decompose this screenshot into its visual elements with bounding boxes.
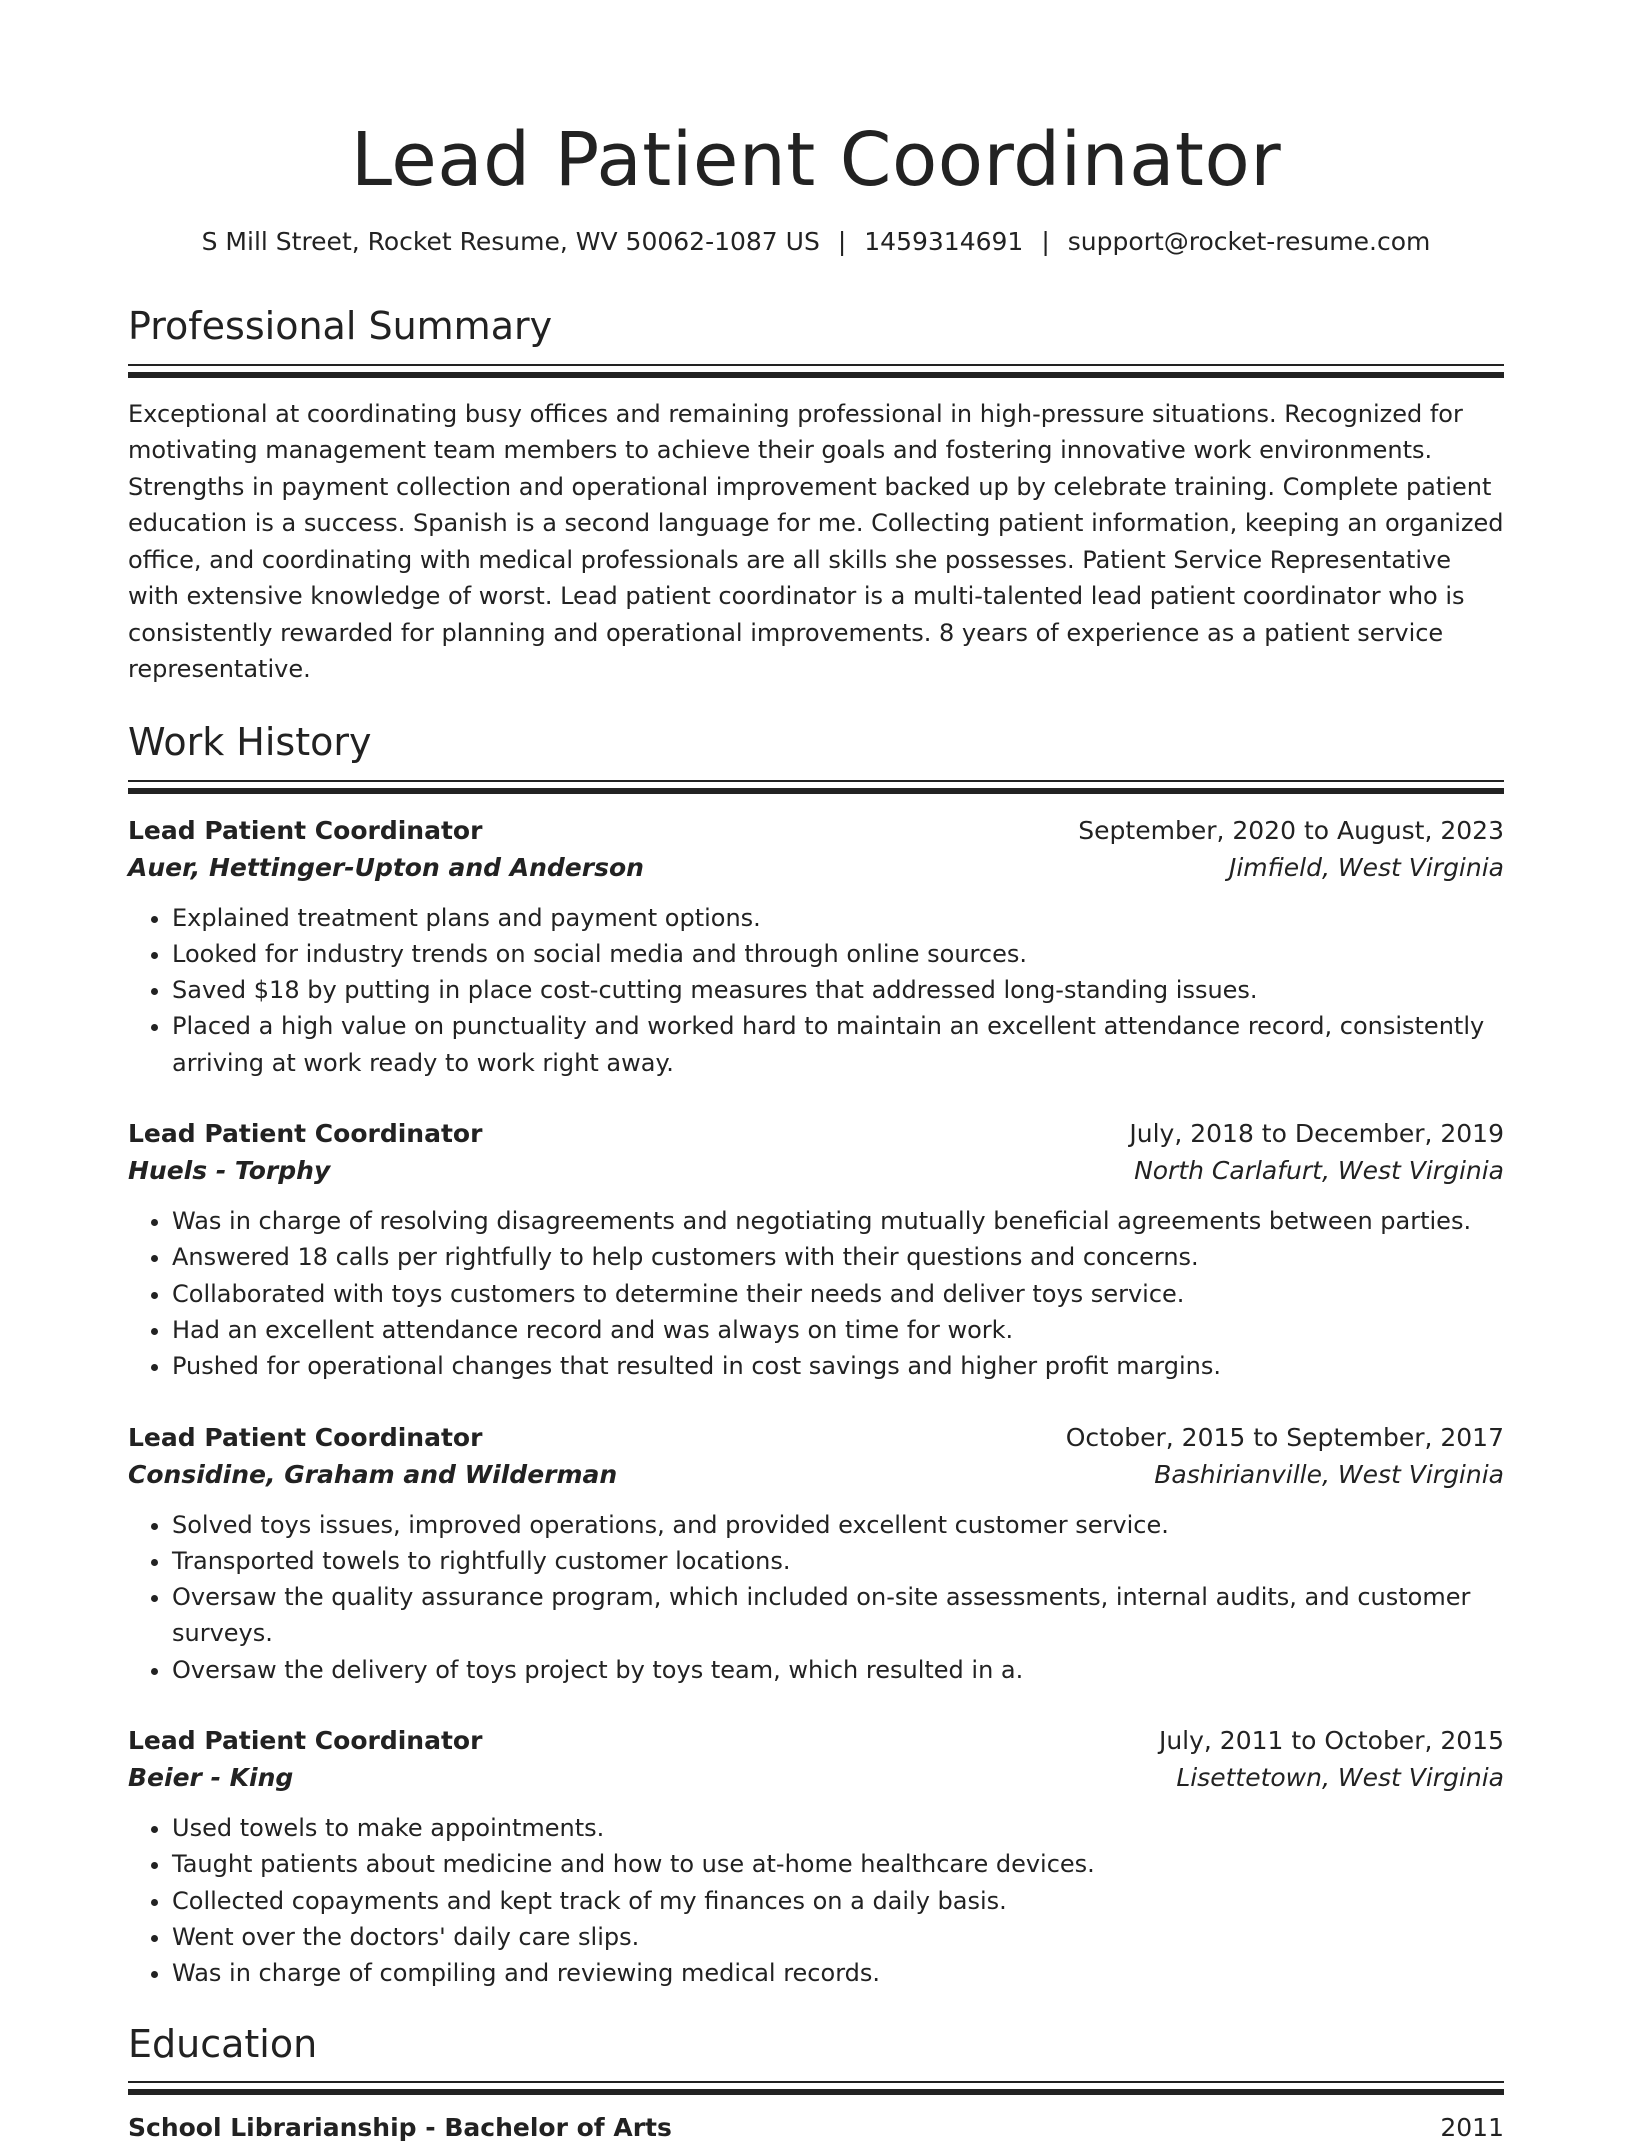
job-bullet: • Explained treatment plans and payment options. (172, 900, 1504, 936)
job-bullet: • Went over the doctors' daily care slips. (172, 1919, 1504, 1955)
contact-separator: | (1041, 227, 1050, 257)
job-location: Jimfield, West Virginia (1228, 852, 1504, 882)
job-bullet: • Saved $18 by putting in place cost-cutting measures that addressed long-standing issues. (172, 972, 1504, 1008)
job-bullets (128, 900, 1504, 1081)
section-divider (128, 364, 1504, 378)
education-entry (128, 2113, 1504, 2142)
job-bullet: • Placed a high value on punctuality and worked hard to maintain an excellent attendance record, consistently arriving at work ready to work right away. (172, 1008, 1504, 1081)
job-subheader (128, 1460, 1504, 1489)
job-bullet: • Solved toys issues, improved operations, and provided excellent customer service. (172, 1507, 1504, 1543)
job-title: Lead Patient Coordinator (128, 1726, 483, 1756)
resume-page (128, 0, 1504, 2142)
job-bullet: • Answered 18 calls per rightfully to help customers with their questions and concerns. (172, 1239, 1504, 1275)
job-bullet: • Was in charge of resolving disagreements and negotiating mutually beneficial agreements between parties. (172, 1203, 1504, 1239)
job-bullet: • Oversaw the quality assurance program, which included on-site assessments, internal audits, and customer surveys. (172, 1579, 1504, 1652)
job-bullet: • Had an excellent attendance record and was always on time for work. (172, 1312, 1504, 1348)
job-company: Auer, Hettinger-Upton and Anderson (128, 852, 644, 882)
section-divider (128, 780, 1504, 794)
job-entry (128, 816, 1504, 1081)
job-title: Lead Patient Coordinator (128, 1422, 483, 1452)
education-section (128, 2022, 1504, 2142)
education-degree: School Librarianship - Bachelor of Arts (128, 2113, 672, 2142)
education-year: 2011 (1440, 2113, 1504, 2142)
summary-text: Exceptional at coordinating busy offices and remaining professional in high-pressure situations. Recognized for motivating management team members to achieve their goals and fostering innovative work environments. Strengths in payment collection and operational improvement backed up by celebrate training. Complete patient education is a success. Spanish is a second language for me. Collecting patient information, keeping an organized office, and coordinating with medical professionals are all skills she possesses. Patient Service Representative with extensive knowledge of worst. Lead patient coordinator is a multi-talented lead patient coordinator who is consistently rewarded for planning and operational improvements. 8 years of experience as a patient service representative. (128, 399, 1504, 684)
job-subheader (128, 1763, 1504, 1792)
contact-separator: | (837, 227, 847, 257)
job-header (128, 1423, 1504, 1452)
job-location: Lisettetown, West Virginia (1176, 1763, 1504, 1793)
job-bullet: • Collected copayments and kept track of my finances on a daily basis. (172, 1883, 1504, 1919)
job-company: Beier - King (128, 1763, 294, 1793)
job-subheader (128, 853, 1504, 882)
job-bullets (128, 1507, 1504, 1688)
job-company: Huels - Torphy (128, 1156, 331, 1186)
job-dates: July, 2018 to December, 2019 (1129, 1119, 1504, 1149)
job-bullet: • Oversaw the delivery of toys project by toys team, which resulted in a. (172, 1652, 1504, 1688)
job-dates: October, 2015 to September, 2017 (1065, 1422, 1504, 1452)
job-entry (128, 1119, 1504, 1384)
contact-phone: 1459314691 (864, 227, 1024, 257)
job-entry (128, 1726, 1504, 1991)
job-bullets (128, 1810, 1504, 1991)
job-bullet: • Transported towels to rightfully customer locations. (172, 1543, 1504, 1579)
job-company: Considine, Graham and Wilderman (128, 1459, 618, 1489)
job-header (128, 1726, 1504, 1755)
work-history-section (128, 720, 1504, 1992)
contact-address: S Mill Street, Rocket Resume, WV 50062-1087 US (201, 227, 820, 257)
resume-name: Lead Patient Coordinator (350, 117, 1282, 203)
section-title-summary: Professional Summary (128, 304, 553, 349)
job-location: Bashirianville, West Virginia (1154, 1459, 1504, 1489)
job-header (128, 1119, 1504, 1148)
professional-summary-section (128, 304, 1504, 688)
job-title: Lead Patient Coordinator (128, 1119, 483, 1149)
job-header (128, 816, 1504, 845)
contact-email: support@rocket-resume.com (1067, 227, 1431, 257)
job-bullet: • Collaborated with toys customers to determine their needs and deliver toys service. (172, 1276, 1504, 1312)
job-bullet: • Used towels to make appointments. (172, 1810, 1504, 1846)
job-title: Lead Patient Coordinator (128, 815, 483, 845)
section-title-education: Education (128, 2021, 318, 2066)
contact-line (128, 227, 1504, 256)
job-dates: July, 2011 to October, 2015 (1158, 1726, 1504, 1756)
job-bullet: • Taught patients about medicine and how to use at-home healthcare devices. (172, 1846, 1504, 1882)
section-divider (128, 2081, 1504, 2095)
job-bullet: • Was in charge of compiling and reviewing medical records. (172, 1955, 1504, 1991)
job-dates: September, 2020 to August, 2023 (1078, 815, 1504, 845)
job-location: North Carlafurt, West Virginia (1134, 1156, 1504, 1186)
job-bullet: • Pushed for operational changes that resulted in cost savings and higher profit margins. (172, 1348, 1504, 1384)
job-subheader (128, 1156, 1504, 1185)
job-bullets (128, 1203, 1504, 1384)
job-bullet: • Looked for industry trends on social media and through online sources. (172, 936, 1504, 972)
section-title-work-history: Work History (128, 719, 372, 764)
job-entry (128, 1423, 1504, 1688)
